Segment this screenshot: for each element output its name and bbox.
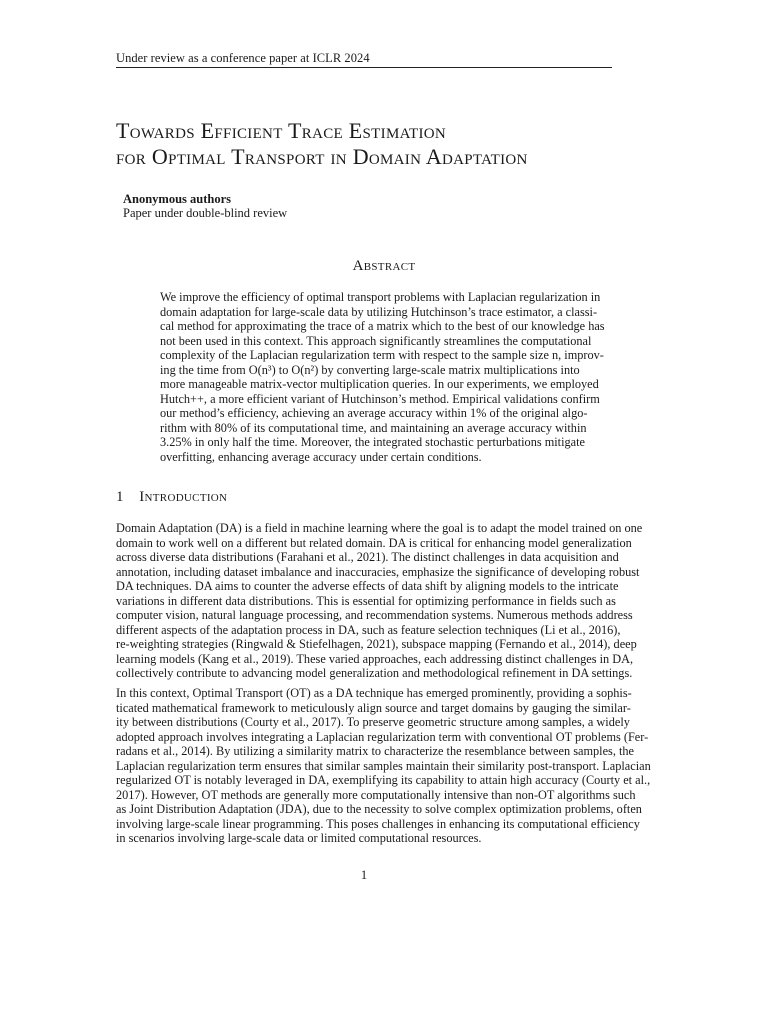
abstract-body: We improve the efficiency of optimal transport problems with Laplacian regularization in domain adaptation for large-scale data by utilizing Hutchinson’s trace estimator, a classi- cal method for approximating the trace of a matrix which to the best of our knowledge has not been used in this context. This approach significantly streamlines the computational complexity of the Laplacian regularization term with respect to the sample size n, improv- ing the time from O(n³) to O(n²) by converting large-scale matrix multiplications into more manageable matrix-vector multiplication queries. In our experiments, we employed Hutch++, a more efficient variant of Hutchinson’s method. Empirical validations confirm our method’s efficiency, achieving an average accuracy within 1% of the original algo- rithm with 80% of its computational time, and maintaining an average accuracy within 3.25% in only half the time. Moreover, the integrated stochastic perturbations mitigate overfitting, enhancing average accuracy under certain conditions. (160, 290, 605, 464)
running-head: Under review as a conference paper at ICLR 2024 (116, 51, 370, 65)
intro-paragraph-2: In this context, Optimal Transport (OT) as a DA technique has emerged prominently, providing a sophis- ticated mathematical framework to meticulously align source and target domains by gauging the similar- ity between distributions (Courty et al., 2017). To preserve geometric structure among samples, a widely adopted approach involves integrating a Laplacian regularization term with conventional OT problems (Fer- radans et al., 2014). By utilizing a similarity matrix to characterize the resemblance between samples, the Laplacian regularization term ensures that similar samples maintain their similarity post-transport. Laplacian regularized OT is notably leveraged in DA, exemplifying its capability to attain high accuracy (Courty et al., 2017). However, OT methods are generally more computationally intensive than non-OT algorithms such as Joint Distribution Adaptation (JDA), due to the necessity to solve complex optimization problems, often involving large-scale linear programming. This poses challenges in enhancing its computational efficiency in scenarios involving large-scale data or limited computational resources. (116, 686, 651, 845)
abstract-heading: Abstract (352, 258, 416, 274)
page-number: 1 (360, 868, 368, 882)
header-rule (116, 67, 612, 68)
review-note: Paper under double-blind review (123, 206, 288, 220)
section-title: Introduction (139, 489, 228, 505)
paper-title (116, 118, 656, 170)
title-line-2: for Optimal Transport in Domain Adaptation (116, 144, 528, 169)
intro-paragraph-1: Domain Adaptation (DA) is a field in machine learning where the goal is to adapt the model trained on one domain to work well on a different but related domain. DA is critical for enhancing model generalization across diverse data distributions (Farahani et al., 2021). The distinct challenges in data acquisition and annotation, including dataset imbalance and inaccuracies, emphasize the significance of developing robust DA techniques. DA aims to counter the adverse effects of data shift by aligning models to the intricate variations in different data distributions. This is essential for optimizing performance in fields such as computer vision, natural language processing, and recommendation systems. Numerous methods address different aspects of the adaptation process in DA, such as feature selection techniques (Li et al., 2016), re-weighting strategies (Ringwald & Stiefelhagen, 2021), subspace mapping (Fernando et al., 2014), deep learning models (Kang et al., 2019). These varied approaches, each addressing distinct challenges in DA, collectively contribute to advancing model generalization and methodological refinement in DA settings. (116, 521, 643, 680)
section-number: 1 (116, 489, 124, 505)
introduction-heading (116, 489, 227, 506)
title-line-1: Towards Efficient Trace Estimation (116, 118, 447, 143)
author-name: Anonymous authors (123, 192, 232, 206)
